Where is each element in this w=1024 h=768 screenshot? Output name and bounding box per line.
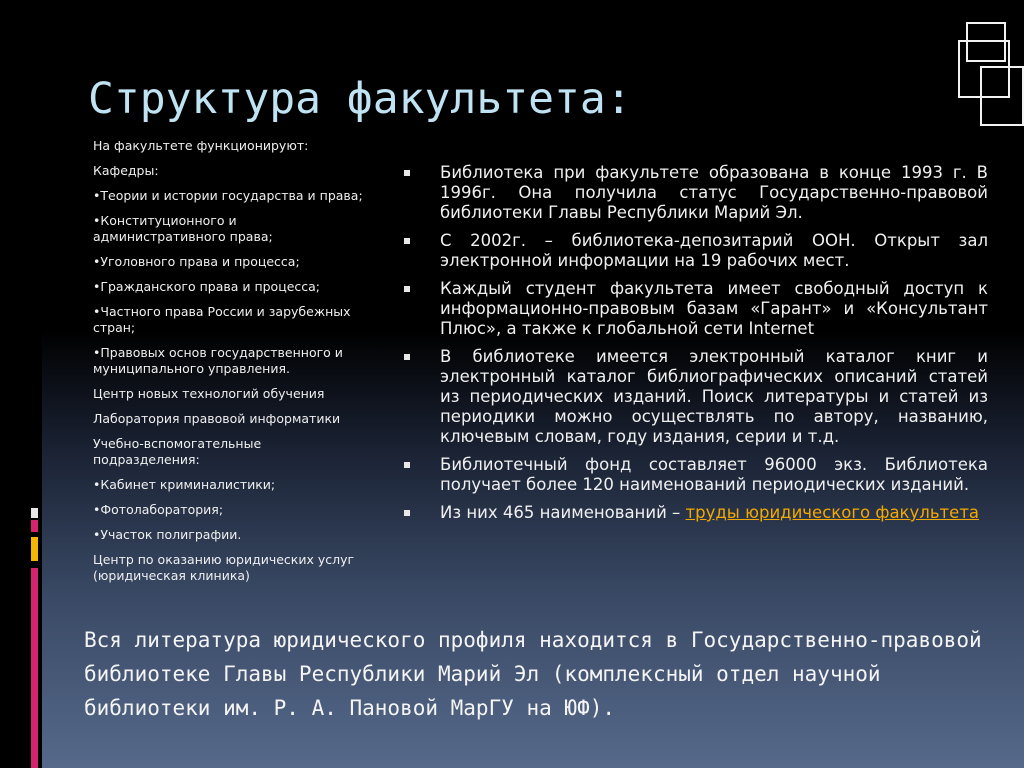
bullet-item	[404, 347, 988, 447]
accent-bar-pink-small	[31, 520, 38, 532]
slide-title: Структура факультета:	[88, 74, 632, 124]
bullet-text: С 2002г. – библиотека-депозитарий ООН. Открыт зал электронной информации на 19 рабочих мест.	[440, 231, 988, 270]
corner-squares-decoration	[958, 22, 1024, 126]
list-item: Центр по оказанию юридических услуг (юридическая клиника)	[93, 552, 355, 583]
list-item: •Гражданского права и процесса;	[93, 279, 321, 294]
bottom-note: Вся литература юридического профиля находится в Государственно-правовой библиотеке Главы Республики Марий Эл (комплексный отдел научной библиотеки им. Р. А. Пановой МарГУ на ЮФ).	[84, 628, 982, 720]
accent-bar-pink	[31, 568, 38, 768]
square-bullet-icon	[404, 286, 410, 292]
law-faculty-works-link[interactable]: труды юридического факультета	[685, 503, 980, 522]
square-bullet-icon	[404, 462, 410, 468]
bullet-item	[404, 163, 988, 223]
bullet-item	[404, 455, 988, 495]
bullet-text: Каждый студент факультета имеет свободный доступ к информационно-правовым базам «Гарант» и «Консультант Плюс», а также к глобальной сети Internet	[440, 279, 988, 338]
list-item: На факультете функционируют:	[93, 138, 309, 153]
square-bullet-icon	[404, 170, 410, 176]
list-item: •Кабинет криминалистики;	[93, 477, 276, 492]
bullet-text: Библиотека при факультете образована в конце 1993 г. В 1996г. Она получила статус Государственно-правовой библиотеки Главы Республики Марий Эл.	[440, 163, 988, 222]
list-item: •Участок полиграфии.	[93, 527, 242, 542]
list-item: Центр новых технологий обучения	[93, 386, 325, 401]
list-item: •Конституционного и административного права;	[93, 213, 273, 244]
list-item: •Фотолаборатория;	[93, 502, 224, 517]
square-bullet-icon	[404, 238, 410, 244]
bullet-item	[404, 279, 988, 339]
list-item: Лаборатория правовой информатики	[93, 411, 341, 426]
square-bullet-icon	[404, 354, 410, 360]
faculty-structure-list	[93, 138, 363, 593]
bullet-item	[404, 231, 988, 271]
bullet-text: Из них 465 наименований –	[440, 503, 686, 522]
bullet-text: В библиотеке имеется электронный каталог книг и электронный каталог библиографических описаний статей из периодических изданий. Поиск литературы и статей из периодики можно осуществлять по автору, названию, ключевым словам, году издания, серии и т.д.	[440, 347, 988, 446]
bullet-item	[404, 503, 988, 523]
accent-bar-white	[31, 508, 38, 518]
list-item: •Правовых основ государственного и муниципального управления.	[93, 345, 343, 376]
square-bullet-icon	[404, 510, 410, 516]
list-item: •Уголовного права и процесса;	[93, 254, 300, 269]
list-item: •Теории и истории государства и права;	[93, 188, 363, 203]
list-item: Учебно-вспомогательные подразделения:	[93, 436, 262, 467]
accent-bar-yellow	[31, 537, 38, 561]
library-info-list	[404, 163, 988, 531]
bullet-text: Библиотечный фонд составляет 96000 экз. Библиотека получает более 120 наименований периодических изданий.	[440, 455, 988, 494]
list-item: Кафедры:	[93, 163, 159, 178]
list-item: •Частного права России и зарубежных стран;	[93, 304, 351, 335]
